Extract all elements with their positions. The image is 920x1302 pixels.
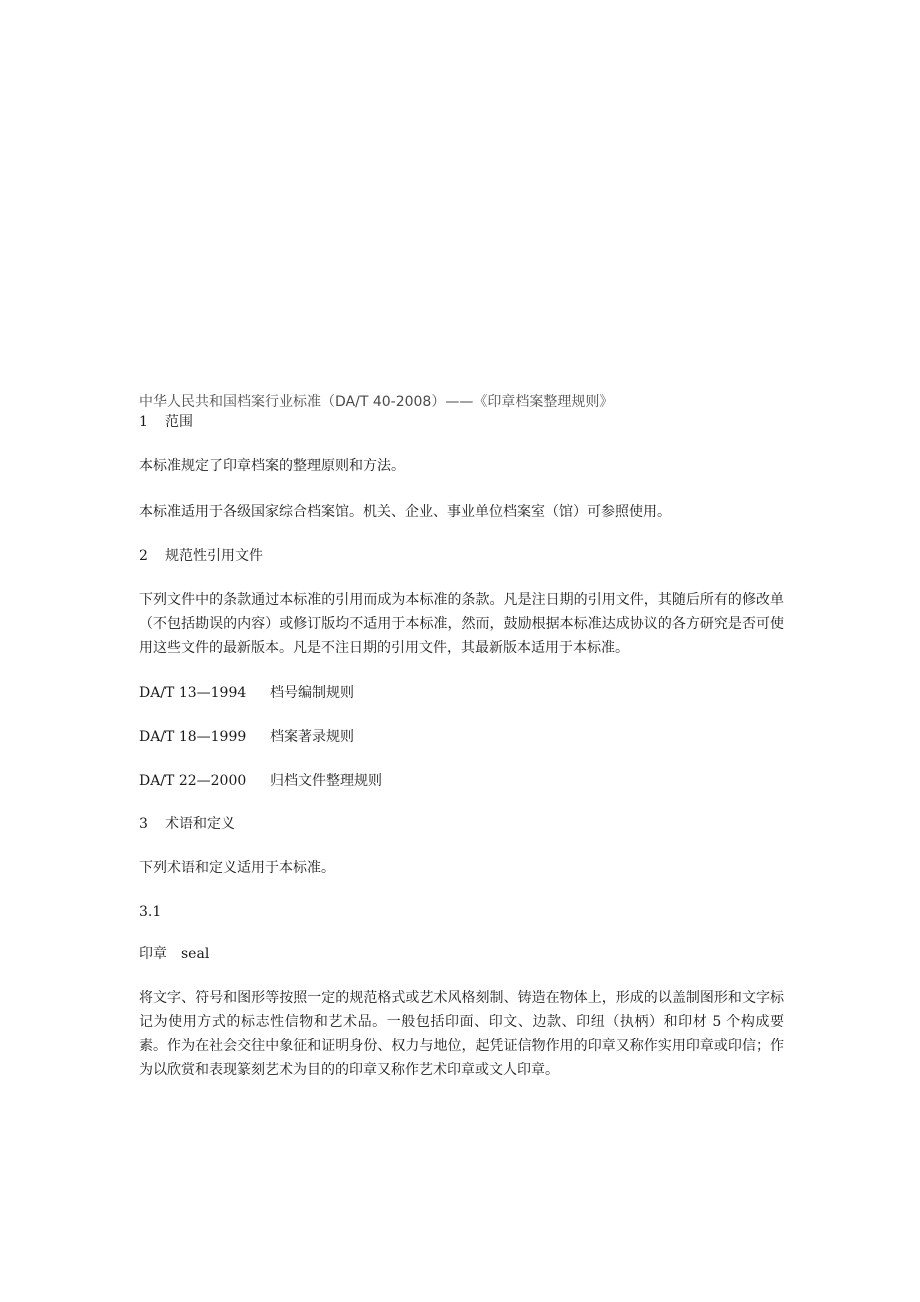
subsection-number: 3.1 xyxy=(139,904,162,920)
reference-name: 归档文件整理规则 xyxy=(270,773,382,789)
reference-row xyxy=(139,770,784,792)
reference-row xyxy=(139,726,784,748)
section-2-heading xyxy=(139,546,784,566)
term-entry xyxy=(139,944,784,964)
term-english: seal xyxy=(181,946,210,962)
section-1-paragraph-2: 本标准适用于各级国家综合档案馆。机关、企业、事业单位档案室（馆）可参照使用。 xyxy=(139,504,671,520)
section-3-paragraph-1: 下列术语和定义适用于本标准。 xyxy=(139,860,335,876)
document-title: 中华人民共和国档案行业标准（DA/T 40-2008）——《印章档案整理规则》 xyxy=(139,394,614,410)
reference-code: DA/T 18—1999 xyxy=(139,729,247,745)
section-2-paragraph-1: 下列文件中的条款通过本标准的引用而成为本标准的条款。凡是注日期的引用文件，其随后所有的修改单（不包括勘误的内容）或修订版均不适用于本标准，然而，鼓励根据本标准达成协议的各方研究是否可使用这些文件的最新版本。凡是不注日期的引用文件，其最新版本适用于本标准。 xyxy=(139,592,784,656)
term-definition: 将文字、符号和图形等按照一定的规范格式或艺术风格刻制、铸造在物体上，形成的以盖制图形和文字标记为使用方式的标志性信物和艺术品。一般包括印面、印文、边款、印纽（执柄）和印材 5 个构成要素。作为在社会交往中象征和证明身份、权力与地位，起凭证信物作用的印章又称作实用印章或印信；作为以欣赏和表现篆刻艺术为目的的印章又称作艺术印章或文人印章。 xyxy=(139,990,784,1078)
section-1-number: 1 xyxy=(139,414,148,430)
section-1-paragraph-1: 本标准规定了印章档案的整理原则和方法。 xyxy=(139,458,405,474)
section-3-number: 3 xyxy=(139,816,148,832)
section-2-number: 2 xyxy=(139,548,148,564)
reference-code: DA/T 22—2000 xyxy=(139,773,247,789)
section-1-title: 范围 xyxy=(165,414,193,430)
section-3-title: 术语和定义 xyxy=(165,816,235,832)
reference-name: 档案著录规则 xyxy=(270,729,354,745)
term-chinese: 印章 xyxy=(139,946,167,962)
section-2-title: 规范性引用文件 xyxy=(165,548,263,564)
reference-name: 档号编制规则 xyxy=(270,685,354,701)
reference-row xyxy=(139,682,784,704)
reference-code: DA/T 13—1994 xyxy=(139,685,247,701)
section-3-heading xyxy=(139,814,784,834)
section-1-heading xyxy=(139,412,784,432)
document-body xyxy=(139,392,784,1082)
